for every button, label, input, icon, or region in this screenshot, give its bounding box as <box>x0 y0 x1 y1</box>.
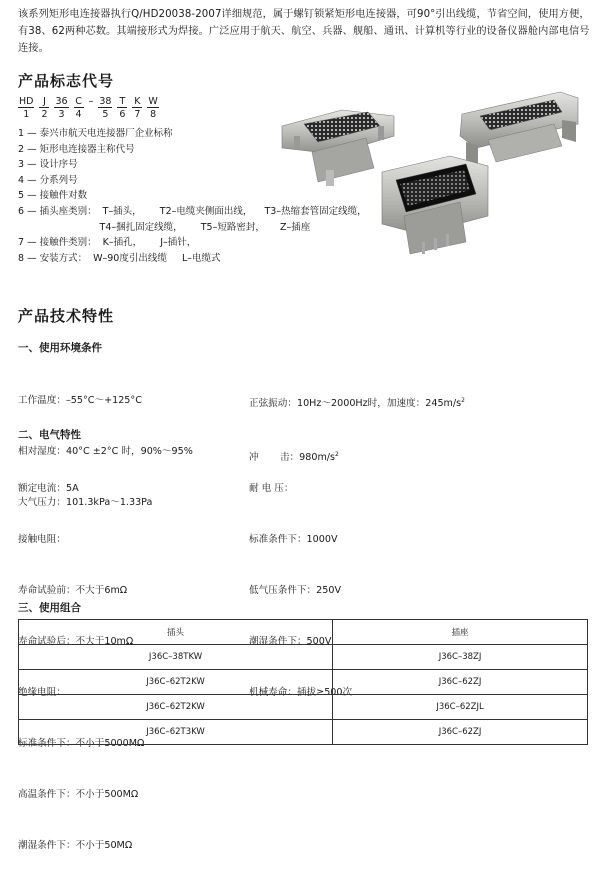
receptacle-cell: J36C–62ZJL <box>333 695 588 720</box>
connector-left <box>282 110 394 186</box>
combination-table <box>18 619 588 745</box>
spec-line: 机械寿命：插拔≥500次 <box>249 687 353 698</box>
table-row <box>19 695 588 720</box>
plug-cell: J36C–38TKW <box>19 645 333 670</box>
legend-item: 5 — 接触件对数 <box>18 190 88 202</box>
legend-item: 4 — 分系列号 <box>18 174 78 186</box>
section-title-marking: 产品标志代号 <box>18 72 115 90</box>
spec-line: 冲 击：$980m/s^2$ <box>249 451 339 464</box>
electrical-heading: 二、电气特性 <box>18 429 81 441</box>
spec-line: 绝缘电阻： <box>18 687 66 698</box>
section-title-specs: 产品技术特性 <box>18 307 115 325</box>
legend-item: 2 — 矩形电连接器主称代号 <box>18 143 135 155</box>
code-part: C 4 <box>75 96 82 120</box>
spec-line: 寿命试验后：不大于10mΩ <box>18 636 134 647</box>
table-row <box>19 645 588 670</box>
code-part: K 7 <box>134 96 141 120</box>
legend-item: 1 — 泰兴市航天电连接器厂企业标称 <box>18 128 173 139</box>
spec-line: 耐 电 压： <box>249 483 294 494</box>
spec-line: 接触电阻： <box>18 534 66 545</box>
legend-item: 3 — 设计序号 <box>18 159 78 171</box>
receptacle-cell: J36C–38ZJ <box>333 645 588 670</box>
spec-line: 潮湿条件下：不小于50MΩ <box>18 840 133 851</box>
spec-line: 工作温度：–55°C～+125°C <box>18 395 142 406</box>
code-part: HD 1 <box>19 96 34 120</box>
spec-line: 标准条件下：不小于5000MΩ <box>18 738 145 749</box>
header-plug: 插头 <box>19 620 333 645</box>
env-conditions-heading: 一、使用环境条件 <box>18 342 102 354</box>
receptacle-cell: J36C–62ZJ <box>333 670 588 695</box>
code-part: 38 5 <box>99 96 112 120</box>
spec-line: 相对湿度：40°C ±2°C 时，90%～95% <box>18 446 193 457</box>
legend-item: 7 — 接触件类别： K–插孔， J–插针， <box>18 237 197 249</box>
spec-line: 正弦振动：10Hz～2000Hz时，加速度：$245m/s^2$ <box>249 397 465 410</box>
intro-paragraph: 该系列矩形电连接器执行Q/HD20038-2007详细规范，属于螺钉锁紧矩形电连接器，可90°引出线缆，节省空间，使用方便，有38、62两种芯数。其端接形式为焊接。广泛应用于航天、航空、兵器、舰船、通讯、计算机等行业的设备仪器舱内部电信号连接。 <box>18 9 590 54</box>
legend-item: 6 — 插头座类别： T–插头， T2–电缆夹侧面出线， T3–热缩套管固定线缆， <box>18 205 367 217</box>
spec-line: 额定电流：5A <box>18 483 79 494</box>
connector-product-photo <box>272 88 590 256</box>
code-separator: – <box>88 96 94 107</box>
table-row <box>19 670 588 695</box>
legend-item: T4–捆扎固定线缆， T5–短路密封， Z–插座 <box>18 221 311 233</box>
plug-cell: J36C–62T3KW <box>19 720 333 745</box>
connector-right <box>460 92 578 168</box>
plug-cell: J36C–62T2KW <box>19 695 333 720</box>
spec-line: 潮湿条件下：500V <box>249 636 332 647</box>
code-diagram <box>18 96 164 120</box>
code-part: T 6 <box>119 96 126 120</box>
spec-line: 标准条件下：1000V <box>249 534 338 545</box>
plug-cell: J36C–62T2KW <box>19 670 333 695</box>
code-part: W 8 <box>148 96 158 120</box>
receptacle-cell: J36C–62ZJ <box>333 720 588 745</box>
table-row <box>19 720 588 745</box>
connector-center <box>382 156 488 254</box>
spec-line: 高温条件下：不小于500MΩ <box>18 789 139 800</box>
combination-heading: 三、使用组合 <box>18 602 81 614</box>
code-part: J 2 <box>41 96 48 120</box>
code-part: 36 3 <box>55 96 68 120</box>
table-header-row <box>19 620 588 645</box>
spec-line: 寿命试验前：不大于6mΩ <box>18 585 128 596</box>
spec-line: 低气压条件下：250V <box>249 585 342 596</box>
legend-item: 8 — 安装方式： W–90度引出线缆 L–电缆式 <box>18 252 221 264</box>
header-receptacle: 插座 <box>333 620 588 645</box>
spec-line: 大气压力：101.3kPa～1.33Pa <box>18 497 153 508</box>
